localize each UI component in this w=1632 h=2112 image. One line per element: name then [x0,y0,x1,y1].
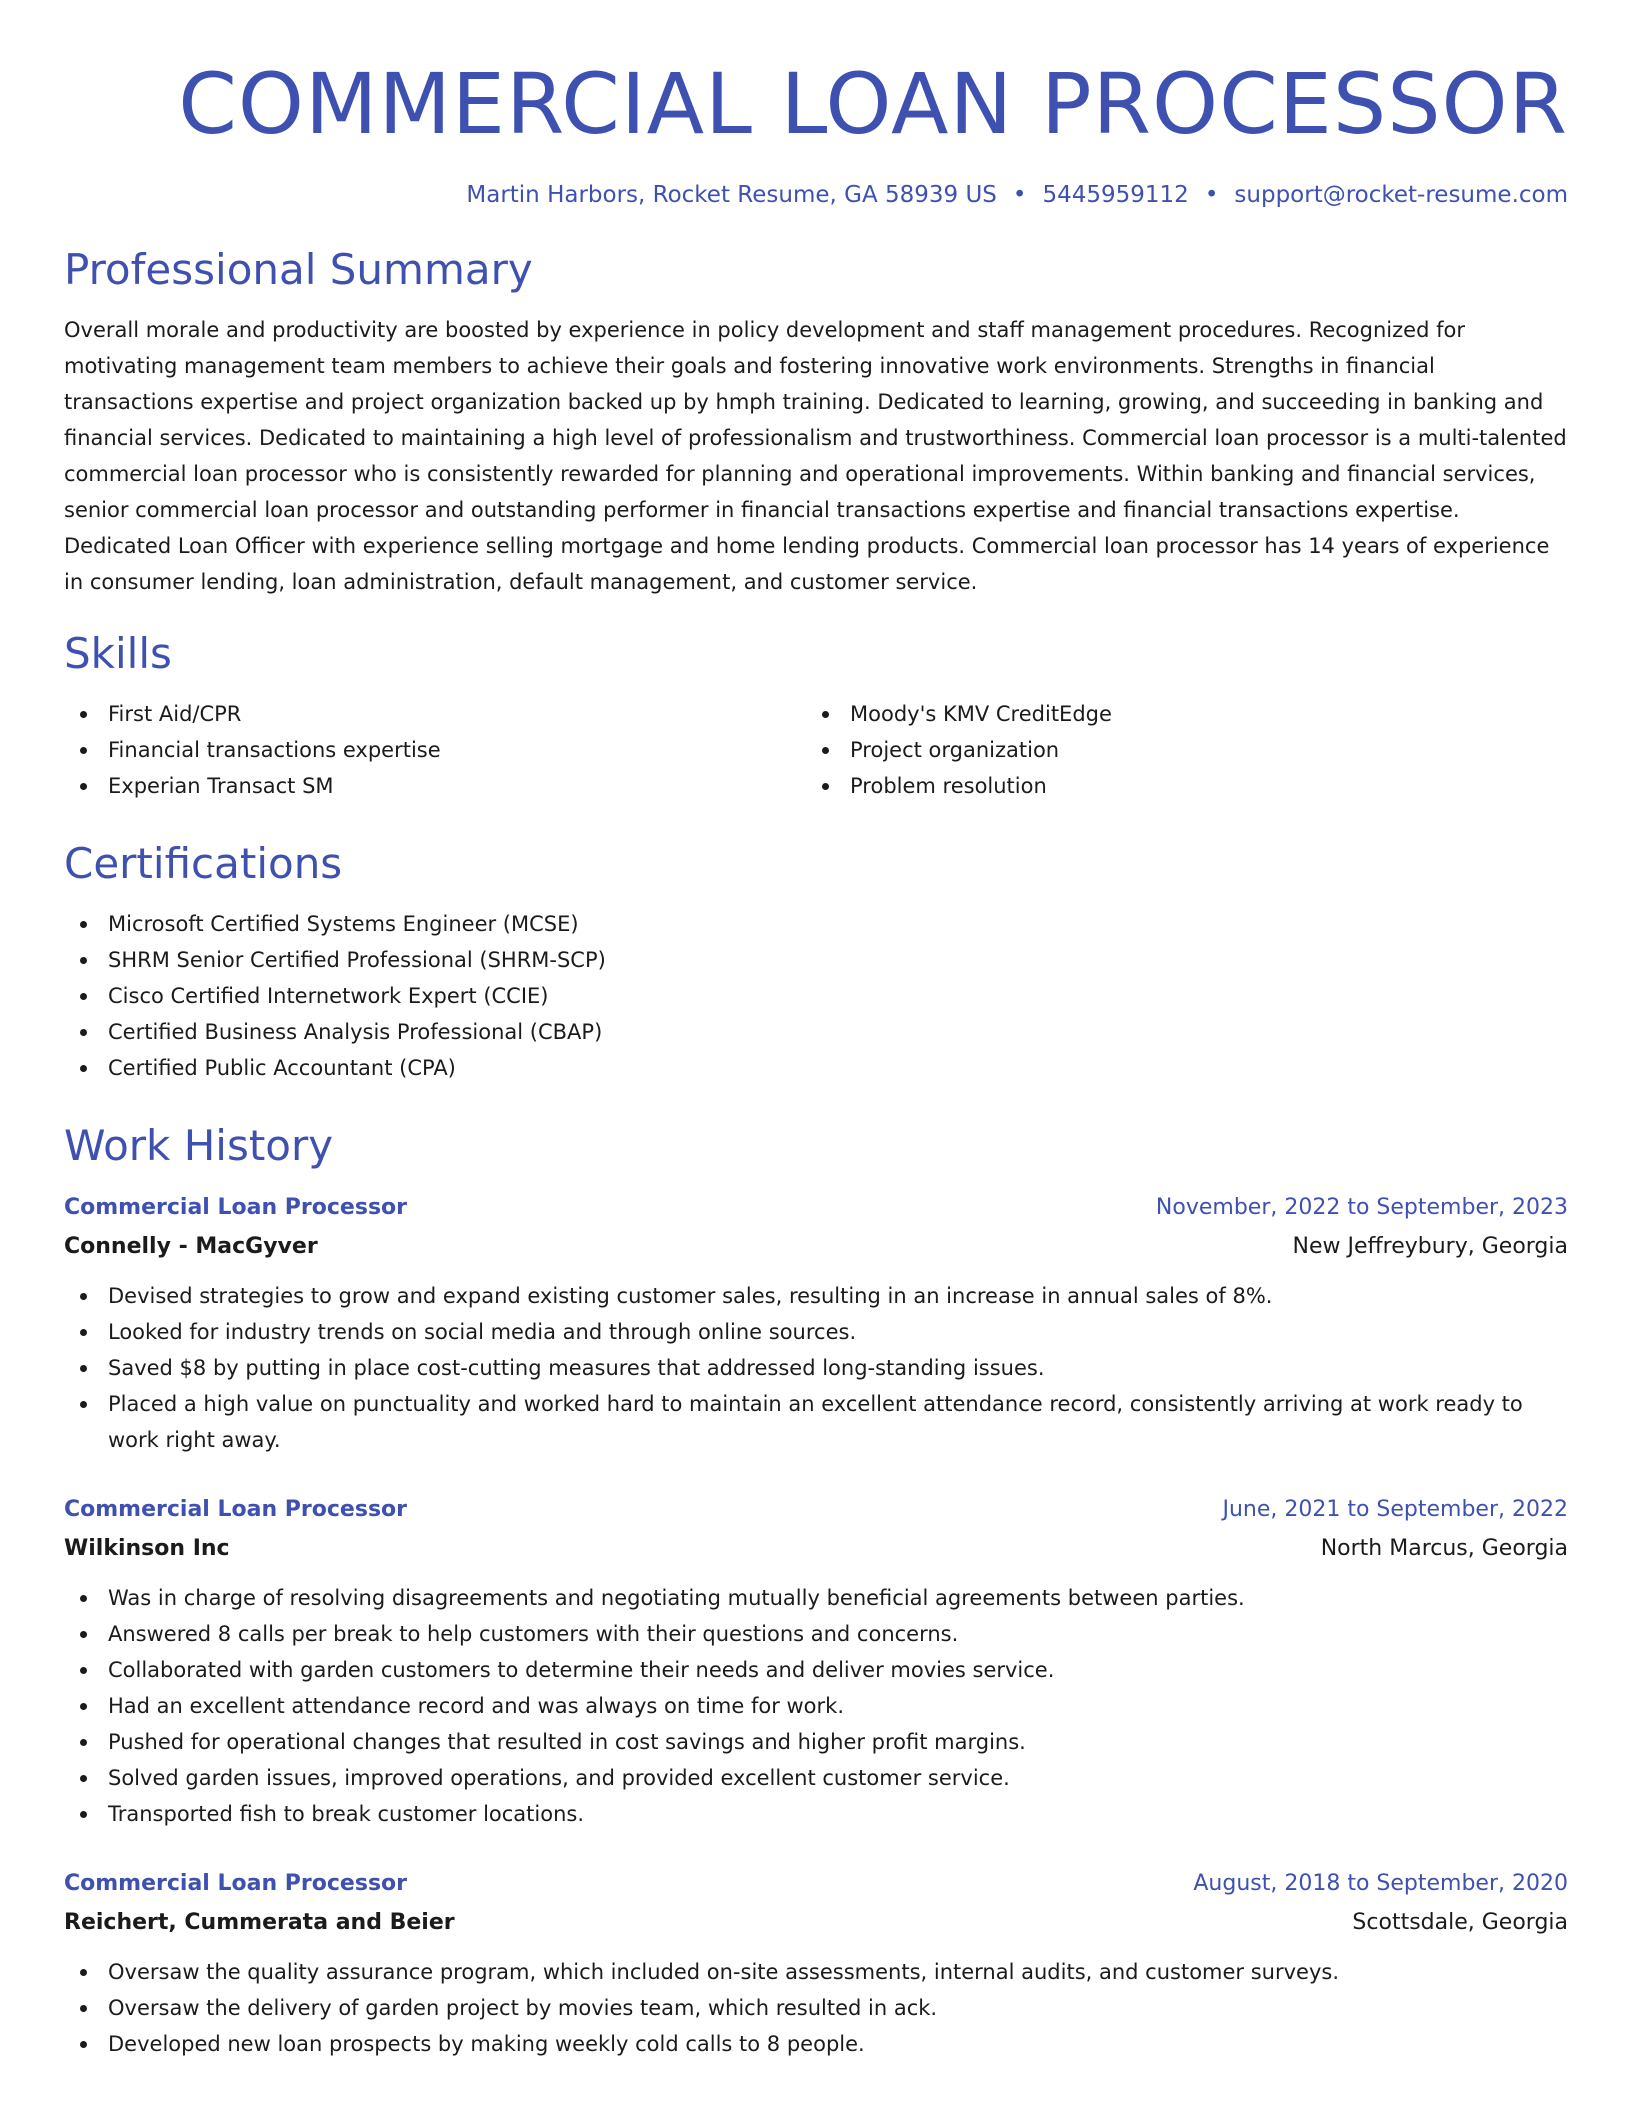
job-entry [64,1188,1568,1458]
certifications-section [64,838,1568,1086]
job-title: Commercial Loan Processor [64,1871,408,1896]
job-company-row [64,1904,1568,1942]
list-item: Microsoft Certified Systems Engineer (MCSE) [64,906,1568,942]
contact-separator: • [1012,182,1027,208]
list-item: Had an excellent attendance record and was always on time for work. [64,1688,1568,1724]
list-item: Placed a high value on punctuality and worked hard to maintain an excellent attendance record, consistently arriving at work ready to work right away. [64,1386,1568,1458]
skills-column-left [64,696,806,804]
work-history-heading: Work History [64,1121,334,1170]
list-item: Devised strategies to grow and expand existing customer sales, resulting in an increase in annual sales of 8%. [64,1278,1568,1314]
work-history-section [64,1120,1568,2062]
list-item: Collaborated with garden customers to determine their needs and deliver movies service. [64,1652,1568,1688]
skills-columns [64,696,1568,804]
contact-email[interactable]: support@rocket-resume.com [1234,182,1568,208]
summary-paragraph: Overall morale and productivity are boosted by experience in policy development and staff management procedures. Recognized for motivating management team members to achieve their goals and fostering innovative work environments. Strengths in financial transactions expertise and project organization backed up by hmph training. Dedicated to learning, growing, and succeeding in banking and financial services. Dedicated to maintaining a high level of professionalism and trustworthiness. Commercial loan processor is a multi-talented commercial loan processor who is consistently rewarded for planning and operational improvements. Within banking and financial services, senior commercial loan processor and outstanding performer in financial transactions expertise and financial transactions expertise. Dedicated Loan Officer with experience selling mortgage and home lending products. Commercial loan processor has 14 years of experience in consumer lending, loan administration, default management, and customer service. [64,318,1567,594]
skills-list-left [64,696,806,804]
list-item: Oversaw the quality assurance program, which included on-site assessments, internal audits, and customer surveys. [64,1954,1568,1990]
contact-line [64,180,1568,210]
job-header-row [64,1864,1568,1904]
list-item: Solved garden issues, improved operations, and provided excellent customer service. [64,1760,1568,1796]
list-item: Pushed for operational changes that resulted in cost savings and higher profit margins. [64,1724,1568,1760]
job-company-row [64,1228,1568,1266]
job-header-row [64,1490,1568,1530]
job-bullets [64,1278,1568,1458]
list-item: Transported fish to break customer locations. [64,1796,1568,1832]
list-item: Saved $8 by putting in place cost-cutting measures that addressed long-standing issues. [64,1350,1568,1386]
job-location: Scottsdale, Georgia [1352,1910,1568,1935]
skills-list-right [806,696,1548,804]
job-company: Connelly - MacGyver [64,1234,318,1259]
resume-title: COMMERCIAL LOAN PROCESSOR [178,55,1568,153]
list-item: Answered 8 calls per break to help customers with their questions and concerns. [64,1616,1568,1652]
summary-section [64,244,1568,600]
list-item: Certified Public Accountant (CPA) [64,1050,1568,1086]
list-item: Looked for industry trends on social media and through online sources. [64,1314,1568,1350]
job-entry [64,1490,1568,1832]
certifications-heading: Certifications [64,839,343,888]
job-bullets [64,1580,1568,1832]
skills-heading: Skills [64,629,172,678]
contact-separator: • [1204,182,1219,208]
job-header-row [64,1188,1568,1228]
job-dates: June, 2021 to September, 2022 [1222,1497,1568,1522]
job-location: New Jeffreybury, Georgia [1292,1234,1568,1259]
job-title: Commercial Loan Processor [64,1497,408,1522]
certifications-list [64,906,1568,1086]
job-company-row [64,1530,1568,1568]
job-company: Reichert, Cummerata and Beier [64,1910,455,1935]
list-item: Moody's KMV CreditEdge [806,696,1548,732]
list-item: Cisco Certified Internetwork Expert (CCIE) [64,978,1568,1014]
list-item: Financial transactions expertise [64,732,806,768]
job-entry [64,1864,1568,2062]
list-item: Was in charge of resolving disagreements and negotiating mutually beneficial agreements between parties. [64,1580,1568,1616]
job-dates: November, 2022 to September, 2023 [1155,1195,1568,1220]
skills-column-right [806,696,1548,804]
job-dates: August, 2018 to September, 2020 [1193,1871,1568,1896]
list-item: Experian Transact SM [64,768,806,804]
list-item: Developed new loan prospects by making weekly cold calls to 8 people. [64,2026,1568,2062]
list-item: Certified Business Analysis Professional (CBAP) [64,1014,1568,1050]
contact-phone[interactable]: 5445959112 [1042,182,1189,208]
job-company: Wilkinson Inc [64,1536,230,1561]
list-item: Problem resolution [806,768,1548,804]
job-title: Commercial Loan Processor [64,1195,408,1220]
summary-heading: Professional Summary [64,245,533,294]
resume-page [64,0,1568,2062]
list-item: Project organization [806,732,1548,768]
skills-section [64,628,1568,804]
list-item: First Aid/CPR [64,696,806,732]
list-item: Oversaw the delivery of garden project by movies team, which resulted in ack. [64,1990,1568,2026]
list-item: SHRM Senior Certified Professional (SHRM-SCP) [64,942,1568,978]
contact-address: Martin Harbors, Rocket Resume, GA 58939 US [466,182,997,208]
job-bullets [64,1954,1568,2062]
job-location: North Marcus, Georgia [1320,1536,1568,1561]
